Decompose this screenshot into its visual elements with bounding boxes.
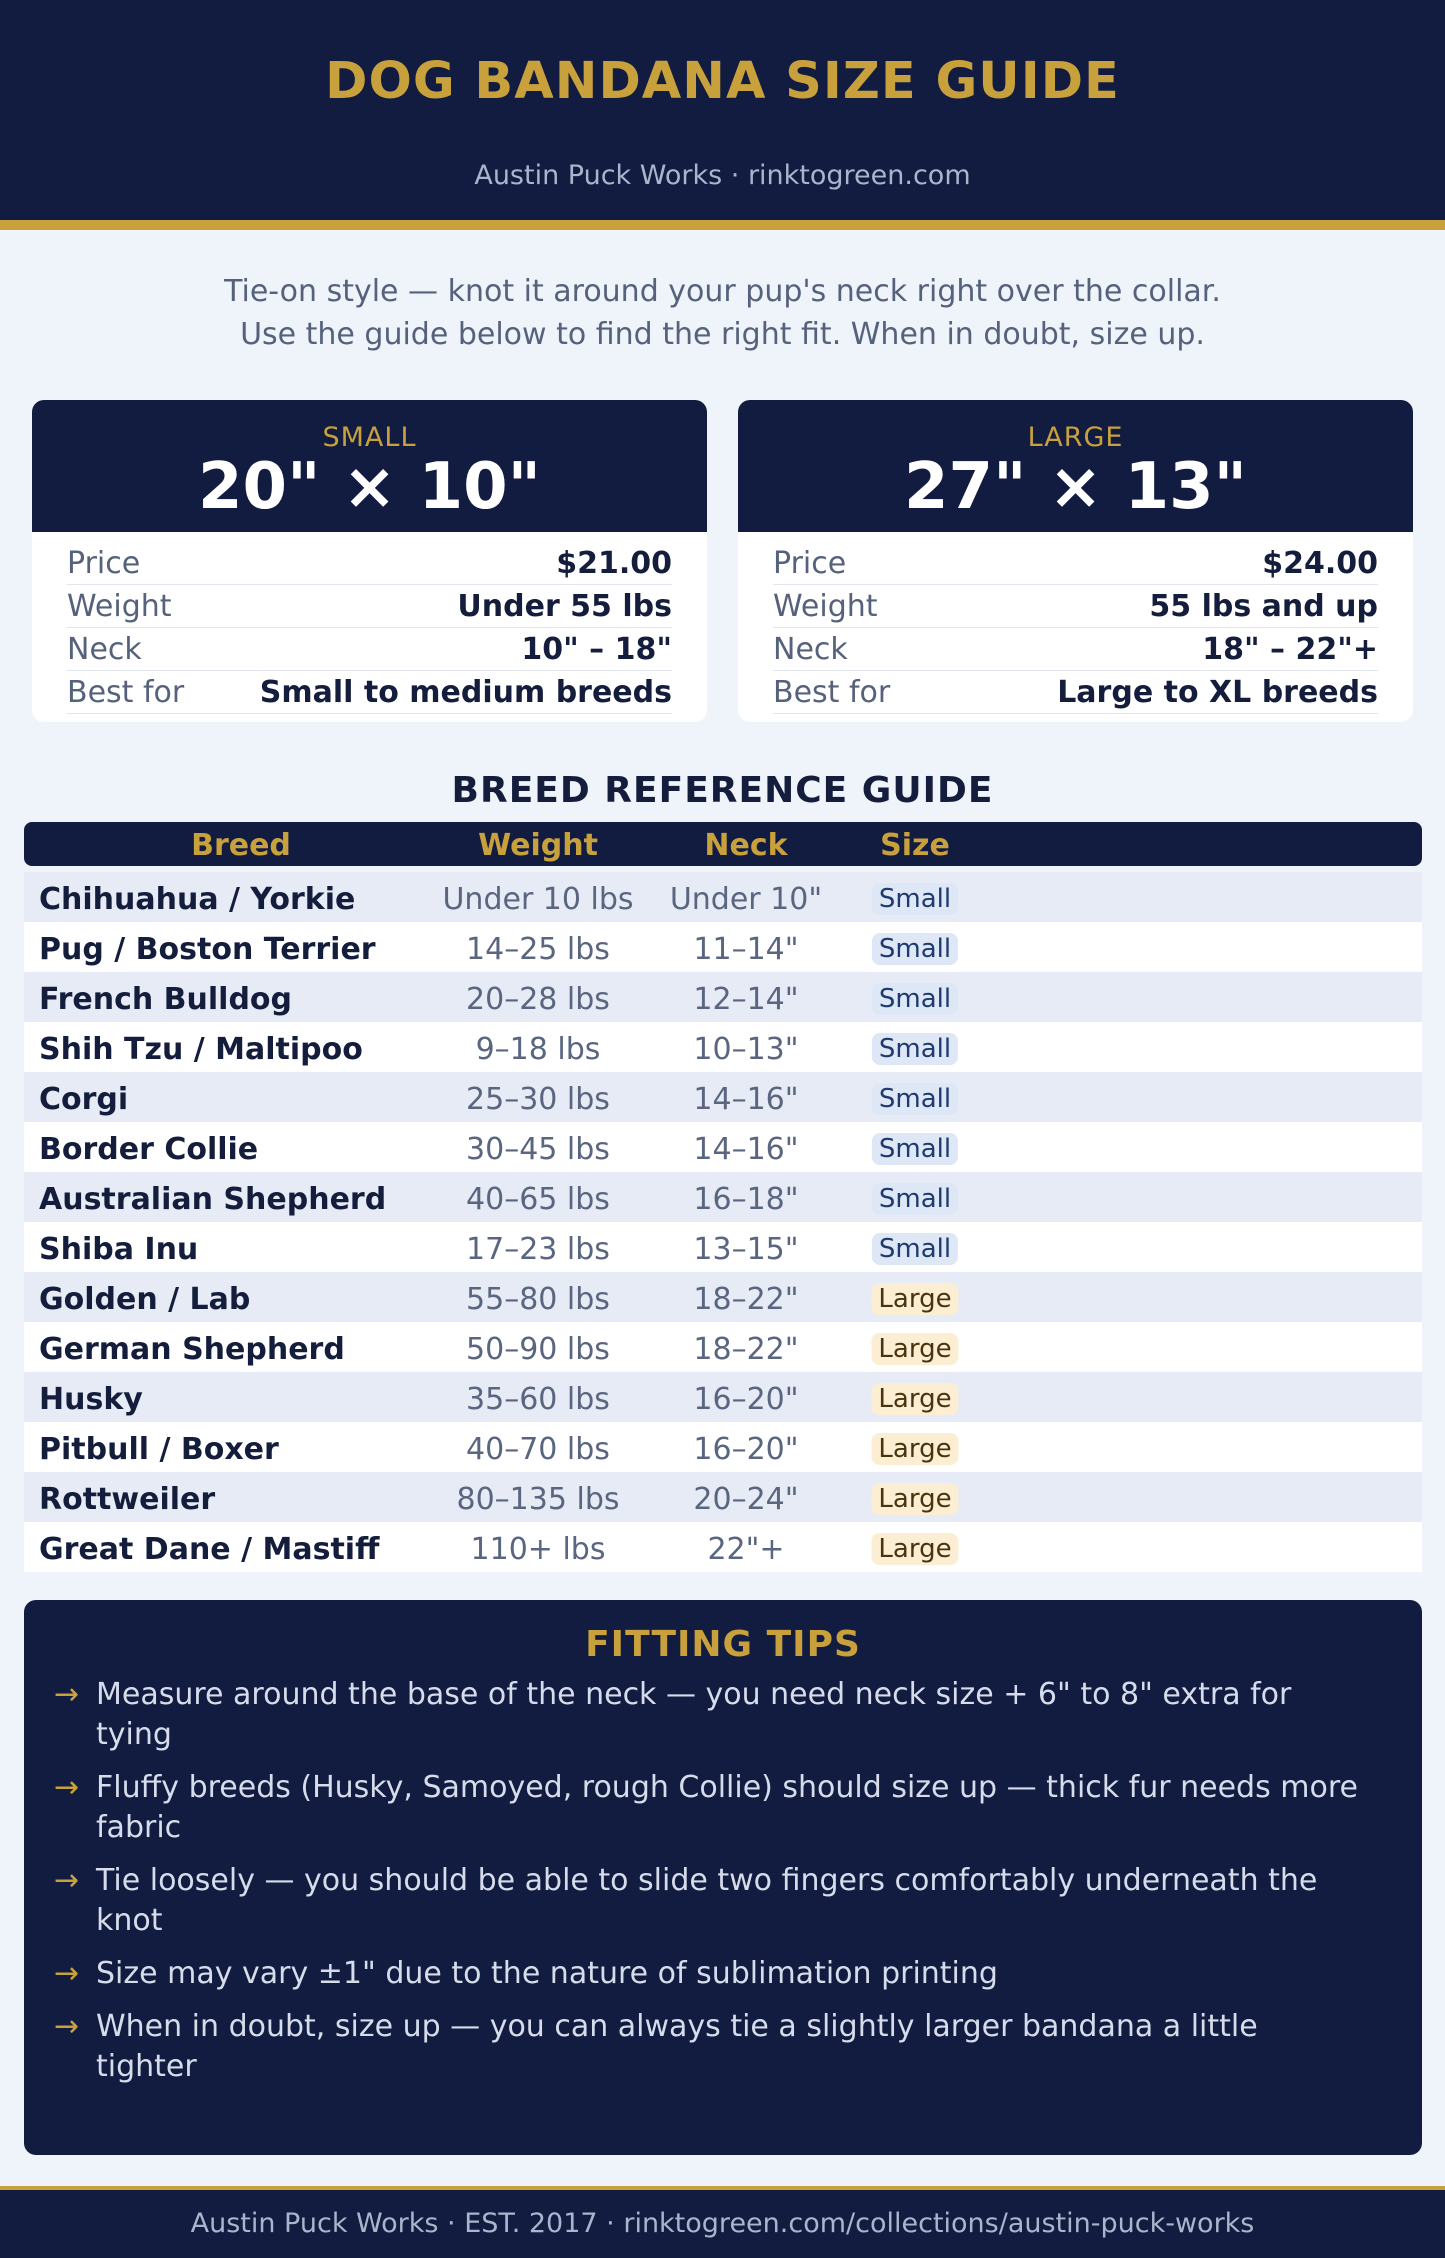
size-badge: Large — [871, 1533, 958, 1565]
table-row — [24, 872, 1422, 922]
detail-key: Best for — [67, 674, 185, 710]
size-badge: Small — [872, 1133, 958, 1165]
size-label: LARGE — [1027, 422, 1124, 453]
table-row — [24, 972, 1422, 1022]
breed-table-body — [24, 872, 1422, 1572]
size-dimensions: 27" × 13" — [904, 450, 1247, 524]
detail-value: Large to XL breeds — [1057, 674, 1378, 710]
size-badge: Small — [872, 1083, 958, 1115]
table-row — [24, 1172, 1422, 1222]
footer-text: Austin Puck Works · EST. 2017 · rinktogreen.com/collections/austin-puck-works — [190, 2208, 1255, 2239]
page-title: DOG BANDANA SIZE GUIDE — [325, 52, 1120, 111]
weight-cell: 30–45 lbs — [466, 1132, 610, 1167]
breed-cell: Border Collie — [39, 1132, 259, 1167]
detail-key: Weight — [773, 588, 878, 624]
arrow-right-icon: → — [54, 1677, 80, 1712]
column-header-weight: Weight — [478, 828, 598, 863]
detail-key: Neck — [773, 631, 848, 667]
breed-table — [24, 822, 1422, 1572]
table-row — [24, 1372, 1422, 1422]
detail-value: $21.00 — [556, 545, 672, 581]
detail-value: 10" – 18" — [521, 631, 672, 667]
detail-value: 18" – 22"+ — [1202, 631, 1378, 667]
weight-cell: 35–60 lbs — [466, 1382, 610, 1417]
weight-cell: 14–25 lbs — [466, 932, 610, 967]
detail-row-neck — [67, 628, 672, 671]
detail-key: Weight — [67, 588, 172, 624]
size-dimensions: 20" × 10" — [198, 450, 541, 524]
table-row — [24, 1522, 1422, 1572]
detail-row-weight — [67, 585, 672, 628]
neck-cell: 16–20" — [693, 1432, 799, 1467]
size-card-details — [738, 532, 1413, 714]
fitting-tips-title: FITTING TIPS — [585, 1624, 861, 1665]
breed-cell: Shih Tzu / Maltipoo — [39, 1032, 363, 1067]
tip-text: When in doubt, size up — you can always tie a slightly larger bandana a little tighter — [96, 2009, 1258, 2084]
weight-cell: 50–90 lbs — [466, 1332, 610, 1367]
tip-item — [54, 1768, 1362, 1848]
breed-cell: Pug / Boston Terrier — [39, 932, 376, 967]
size-label: SMALL — [322, 422, 417, 453]
weight-cell: 80–135 lbs — [456, 1482, 620, 1517]
breed-cell: Corgi — [39, 1082, 129, 1117]
tip-text: Size may vary ±1" due to the nature of sublimation printing — [96, 1956, 998, 1991]
size-badge: Small — [872, 1183, 958, 1215]
size-badge: Large — [871, 1283, 958, 1315]
weight-cell: 20–28 lbs — [466, 982, 610, 1017]
weight-cell: 25–30 lbs — [466, 1082, 610, 1117]
tip-item — [54, 1675, 1362, 1755]
breed-cell: Rottweiler — [39, 1482, 216, 1517]
table-row — [24, 1022, 1422, 1072]
weight-cell: 55–80 lbs — [466, 1282, 610, 1317]
neck-cell: 14–16" — [693, 1132, 799, 1167]
neck-cell: 16–20" — [693, 1382, 799, 1417]
size-card-header — [738, 400, 1413, 532]
arrow-right-icon: → — [54, 2009, 80, 2044]
tip-item — [54, 1861, 1362, 1941]
breed-cell: Chihuahua / Yorkie — [39, 882, 356, 917]
detail-key: Best for — [773, 674, 891, 710]
size-badge: Large — [871, 1433, 958, 1465]
detail-row-best-for — [67, 671, 672, 714]
detail-key: Price — [67, 545, 141, 581]
tip-text: Tie loosely — you should be able to slide two fingers comfortably underneath the knot — [96, 1863, 1318, 1938]
column-header-breed: Breed — [191, 828, 291, 863]
breed-cell: Golden / Lab — [39, 1282, 251, 1317]
size-card-details — [32, 532, 707, 714]
neck-cell: 10–13" — [693, 1032, 799, 1067]
breed-table-header — [24, 822, 1422, 866]
arrow-right-icon: → — [54, 1770, 80, 1805]
detail-value: 55 lbs and up — [1149, 588, 1378, 624]
table-row — [24, 1222, 1422, 1272]
size-card-large — [738, 400, 1413, 722]
size-badge: Small — [872, 1033, 958, 1065]
intro-line-1: Tie-on style — knot it around your pup's neck right over the collar. — [224, 274, 1221, 309]
breed-cell: Great Dane / Mastiff — [39, 1532, 380, 1567]
size-badge: Large — [871, 1333, 958, 1365]
size-card-small — [32, 400, 707, 722]
weight-cell: 9–18 lbs — [475, 1032, 601, 1067]
detail-row-neck — [773, 628, 1378, 671]
table-row — [24, 1122, 1422, 1172]
tip-text: Fluffy breeds (Husky, Samoyed, rough Collie) should size up — thick fur needs more fabric — [96, 1770, 1358, 1845]
arrow-right-icon: → — [54, 1863, 80, 1898]
weight-cell: 110+ lbs — [470, 1532, 606, 1567]
tip-item — [54, 2007, 1362, 2087]
neck-cell: 18–22" — [693, 1282, 799, 1317]
breed-guide-title: BREED REFERENCE GUIDE — [451, 770, 994, 811]
breed-cell: Husky — [39, 1382, 143, 1417]
detail-key: Price — [773, 545, 847, 581]
size-badge: Large — [871, 1383, 958, 1415]
detail-value: Small to medium breeds — [259, 674, 672, 710]
neck-cell: 13–15" — [693, 1232, 799, 1267]
size-badge: Large — [871, 1483, 958, 1515]
neck-cell: Under 10" — [669, 882, 823, 917]
neck-cell: 18–22" — [693, 1332, 799, 1367]
arrow-right-icon: → — [54, 1956, 80, 1991]
size-badge: Small — [872, 883, 958, 915]
intro-text — [0, 270, 1445, 356]
weight-cell: 40–70 lbs — [466, 1432, 610, 1467]
detail-value: $24.00 — [1262, 545, 1378, 581]
detail-row-weight — [773, 585, 1378, 628]
column-header-size: Size — [880, 828, 950, 863]
intro-line-2: Use the guide below to find the right fit. When in doubt, size up. — [240, 317, 1205, 352]
size-badge: Small — [872, 933, 958, 965]
breed-cell: French Bulldog — [39, 982, 293, 1017]
size-card-header — [32, 400, 707, 532]
header-subtitle: Austin Puck Works · rinktogreen.com — [474, 160, 971, 191]
footer — [0, 2186, 1445, 2258]
weight-cell: 17–23 lbs — [466, 1232, 610, 1267]
table-row — [24, 1322, 1422, 1372]
detail-value: Under 55 lbs — [457, 588, 672, 624]
fitting-tips-panel — [24, 1600, 1422, 2155]
breed-cell: German Shepherd — [39, 1332, 345, 1367]
detail-row-price — [773, 542, 1378, 585]
neck-cell: 11–14" — [693, 932, 799, 967]
neck-cell: 22"+ — [707, 1532, 785, 1567]
fitting-tips-list — [24, 1665, 1422, 2087]
size-badge: Small — [872, 983, 958, 1015]
tip-item — [54, 1954, 1362, 1994]
table-row — [24, 1072, 1422, 1122]
header — [0, 0, 1445, 230]
neck-cell: 14–16" — [693, 1082, 799, 1117]
size-badge: Small — [872, 1233, 958, 1265]
detail-row-best-for — [773, 671, 1378, 714]
detail-row-price — [67, 542, 672, 585]
neck-cell: 12–14" — [693, 982, 799, 1017]
table-row — [24, 922, 1422, 972]
weight-cell: Under 10 lbs — [442, 882, 634, 917]
table-row — [24, 1472, 1422, 1522]
tip-text: Measure around the base of the neck — you need neck size + 6" to 8" extra for tying — [96, 1677, 1292, 1752]
weight-cell: 40–65 lbs — [466, 1182, 610, 1217]
table-row — [24, 1422, 1422, 1472]
neck-cell: 16–18" — [693, 1182, 799, 1217]
breed-cell: Shiba Inu — [39, 1232, 199, 1267]
breed-cell: Australian Shepherd — [39, 1182, 387, 1217]
breed-cell: Pitbull / Boxer — [39, 1432, 279, 1467]
table-row — [24, 1272, 1422, 1322]
detail-key: Neck — [67, 631, 142, 667]
column-header-neck: Neck — [704, 828, 788, 863]
neck-cell: 20–24" — [693, 1482, 799, 1517]
